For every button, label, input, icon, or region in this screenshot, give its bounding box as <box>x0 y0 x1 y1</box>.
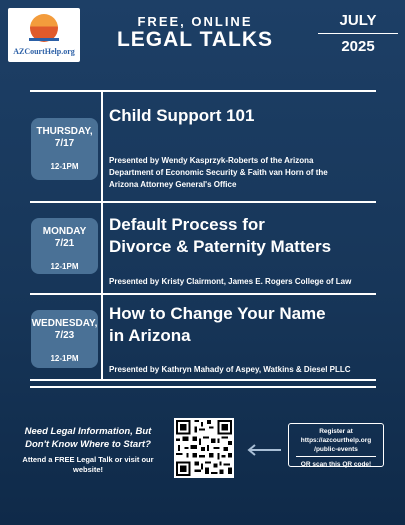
divider-bottom <box>30 386 376 388</box>
presenter-line: Department of Economic Security & Faith van Horn of the <box>109 168 328 177</box>
divider-2 <box>30 293 376 295</box>
need-info-text <box>18 425 158 451</box>
event-date: 7/23 <box>54 330 75 341</box>
attend-line: Attend a FREE Legal Talk or visit our <box>22 455 154 464</box>
attend-line: website! <box>72 465 103 474</box>
event-time: 12-1PM <box>50 354 79 363</box>
event-title-line: Divorce & Paternity Matters <box>109 237 332 256</box>
divider-3 <box>30 379 376 381</box>
event-date-box <box>31 310 98 368</box>
presenter-line: Arizona Attorney General's Office <box>109 180 237 189</box>
register-box <box>288 423 384 467</box>
event-title-line: in Arizona <box>109 326 191 345</box>
event-time: 12-1PM <box>50 262 79 271</box>
azcourthelp-logo <box>8 8 80 62</box>
year-label: 2025 <box>341 38 375 55</box>
vertical-divider <box>101 92 103 379</box>
event-title-line: Child Support 101 <box>109 106 255 125</box>
month-label: JULY <box>339 12 377 29</box>
event-day: WEDNESDAY, <box>31 318 98 329</box>
month-divider <box>318 33 398 34</box>
left-arrow-icon <box>246 444 282 456</box>
scan-text: OR scan this QR code! <box>300 461 372 468</box>
event-time: 12-1PM <box>50 162 79 171</box>
event-date: 7/17 <box>54 138 75 149</box>
event-presenter <box>109 364 379 376</box>
logo-text: AZCourtHelp.org <box>13 47 75 56</box>
event-day: MONDAY <box>42 226 87 237</box>
presenter-line: Presented by Wendy Kasprzyk-Roberts of the Arizona <box>109 156 314 165</box>
event-date-box <box>31 118 98 180</box>
register-url-line[interactable]: /public-events <box>314 446 358 453</box>
title-line-2: LEGAL TALKS <box>116 28 274 51</box>
event-title-line: Default Process for <box>109 215 265 234</box>
event-title <box>109 303 379 347</box>
presenter-line: Presented by Kathryn Mahady of Aspey, Watkins & Diesel PLLC <box>109 365 351 374</box>
register-divider <box>296 456 376 457</box>
event-date-box <box>31 218 98 274</box>
logo-line <box>29 38 59 41</box>
divider-1 <box>30 201 376 203</box>
need-line: Don't Know Where to Start? <box>25 439 151 450</box>
register-line: Register at <box>319 428 353 435</box>
event-title-line: How to Change Your Name <box>109 304 326 323</box>
event-title <box>109 105 379 127</box>
divider-top <box>30 90 376 92</box>
presenter-line: Presented by Kristy Clairmont, James E. Rogers College of Law <box>109 277 352 286</box>
event-presenter <box>109 155 379 191</box>
attend-text <box>18 455 158 475</box>
register-url-line[interactable]: https://azcourthelp.org <box>300 437 372 444</box>
event-presenter <box>109 276 379 288</box>
event-day: THURSDAY, <box>36 126 93 137</box>
qr-code-icon[interactable] <box>174 418 234 478</box>
event-title <box>109 214 379 258</box>
need-line: Need Legal Information, But <box>24 426 152 437</box>
title-line-1: FREE, ONLINE <box>137 14 253 29</box>
event-date: 7/21 <box>54 238 75 249</box>
